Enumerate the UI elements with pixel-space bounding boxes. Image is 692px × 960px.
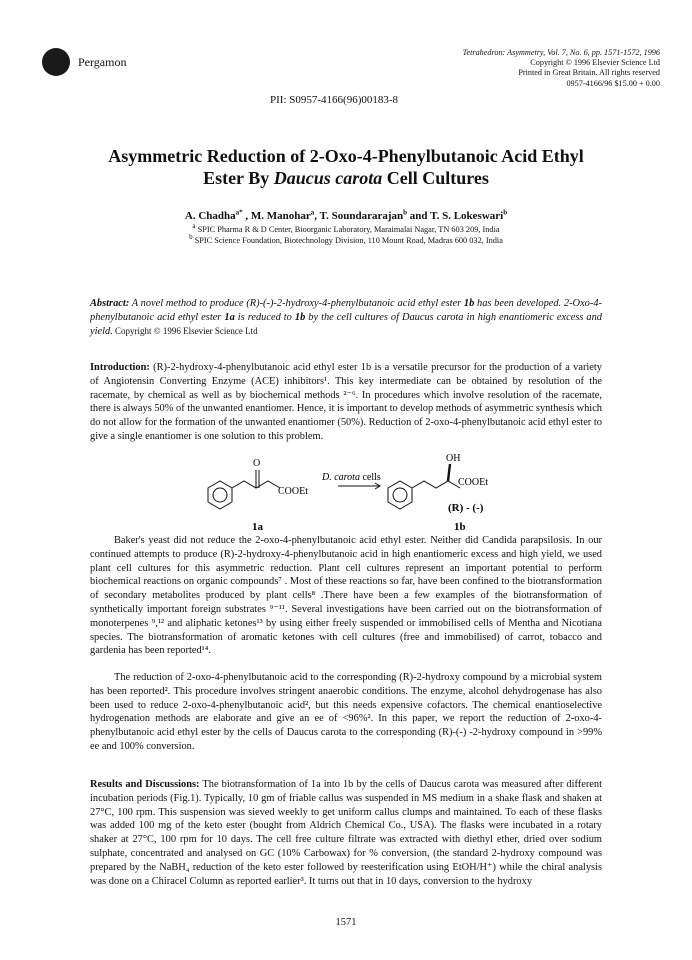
- affiliation-a: $^a$ SPIC Pharma R & D Center, Bioorganic Laboratory, Maraimalai Nagar, TN 603 209, India: [192, 222, 500, 234]
- abstract-text: A novel method to produce (R)-(-)-2-hydroxy-4-phenylbutanoic acid ethyl ester: [129, 298, 464, 309]
- intro-text: (R)-2-hydroxy-4-phenylbutanoic acid ethyl ester 1b is a versatile precursor for the production of a variety of Angiotensin Converting Enzyme (ACE) inhibitors¹. This key intermediate can be obtained by resolution of the racemate, by chemical as well as by biochemical methods ²⁻⁶. In procedures which involve resolution of the racemate, there is always 50% of the unwanted enantiomer. Hence, it is important to develop methods of asymmetric synthesis which do not allow for the formation of the unwanted enantiomer (50%). Reduction of 2-oxo-4-phenylbutanoic acid ethyl ester to give a single enantiomer is one solution to this problem.: [90, 362, 602, 442]
- title-species: Daucus carota: [273, 168, 383, 188]
- journal-copyright: Copyright © 1996 Elsevier Science Ltd: [530, 58, 660, 68]
- results-text: The biotransformation of 1a into 1b by the cells of Daucus carota was measured after different incubation periods (Fig.1). Typically, 10 gm of friable callus was suspended in MS medium in a shake flask and shaken at 27°C, 100 rpm. This suspension was sieved weekly to get uniform callus clumps and maintained. To each of these flasks was added 100 mg of the keto ester (bought from Aldrich Chemical Co., USA). The flasks were incubated in a rotary shaker at 27°C, 100 rpm for 10 days. The cell free culture filtrate was extracted with diethyl ether, dried over sodium sulphate, concentrated and analysed on GC (10% Carbowax) for % conversion, (the standard 2-hydroxy compound was prepared by the NaBH₄ reduction of the keto ester followed by reesterification using EtOH/H⁺) while the chiral analysis was done on a Chiracel Column as reported earlier³. It turns out that in 10 days, conversion to the hydroxy: [90, 779, 602, 887]
- author-sup: a*: [235, 208, 243, 217]
- title-part: Ester By: [203, 168, 274, 188]
- results-label: Results and Discussions:: [90, 779, 200, 790]
- paragraph-3: The reduction of 2-oxo-4-phenylbutanoic acid to the corresponding (R)-2-hydroxy compound by a microbial system has been reported². This procedure involves stringent anaerobic conditions. The enzyme, alcohol dehydrogenase has also been used to reduce 2-oxo-4-phenylbutanoic acid², but this needs expensive cofactors. The chemical enantioselective hydrogenation methods are elaborate and give an ee of <96%². In this paper, we report the reduction of 2-oxo-4-phenylbutanoic acid ethyl ester by the cells of Daucus carota to the corresponding (R)-(-) -2-hydroxy compound in >99% ee and 100% conversion.: [90, 672, 602, 752]
- introduction: [90, 361, 602, 444]
- author-sup: b: [403, 208, 408, 217]
- left-ester-label: COOEt: [278, 486, 308, 497]
- paragraph-2: Baker's yeast did not reduce the 2-oxo-4-phenylbutanoic acid ethyl ester. Neither did Candida parapsilosis. In our continued attempts to produce (R)-2-hydroxy-4-phenylbutanoic acid in high enantiomeric excess and high yield, we used plant cell cultures for this asymmetric reduction. Plant cell cultures represent an important potential to perform biochemical reactions on organic compounds⁷ . Most of these reactions so far, have been confined to the biotransformation of secondary metabolites produced by plant cells⁸ .There have been a few examples of the biotransformation of synthetically important foreign substrates ⁹⁻¹¹. Several investigations have been carried out on the biotransformation of monoterpenes ⁹,¹² and aliphatic ketones¹³ by using either freely suspended or immobilised cells of Mentha and Nicotiana species. The biotransformation of aromatic ketones with cell cultures (free and immobilised) of carrot, tobacco and gardenia has been reported¹⁴.: [90, 535, 602, 657]
- compound-1a-label: 1a: [252, 521, 263, 533]
- page-number: 1571: [335, 917, 357, 928]
- hydroxyl-label: OH: [446, 453, 461, 464]
- journal-issn: 0957-4166/96 $15.00 + 0.00: [566, 78, 660, 88]
- title-line-1: Asymmetric Reduction of 2-Oxo-4-Phenylbutanoic Acid Ethyl: [108, 146, 584, 166]
- compound-ref: 1b: [463, 298, 475, 309]
- right-ester-label: COOEt: [458, 477, 488, 488]
- author: A. Chadha: [184, 210, 236, 222]
- author-list: A. Chadha$^{a*}$ , M. Manohar$^a$, T. Soundararajan$^b$ and T. S. Lokeswari$^b$: [184, 208, 508, 222]
- journal-info: [360, 48, 660, 89]
- journal-printed: Printed in Great Britain. All rights reserved: [518, 68, 660, 78]
- compound-ref: 1a: [224, 311, 235, 323]
- compound-ref: 1b: [294, 311, 306, 323]
- configuration-label: (R) - (-): [448, 502, 484, 514]
- abstract-text: is reduced to: [234, 311, 295, 323]
- intro-label: Introduction:: [90, 362, 150, 373]
- results-section: [90, 778, 602, 888]
- abstract-text: has been developed. 2-Oxo-4-phenylbutanoic acid ethyl ester: [90, 298, 602, 323]
- affil-text: SPIC Science Foundation, Biotechnology Division, 110 Mount Road, Madras 600 032, India: [194, 235, 503, 245]
- compound-1a-structure: [208, 470, 280, 509]
- paper-title: [60, 145, 632, 189]
- publisher-logo: [42, 48, 70, 76]
- publisher-name: Pergamon: [78, 55, 127, 69]
- reaction-scheme: [90, 450, 602, 540]
- affil-text: SPIC Pharma R & D Center, Bioorganic Laboratory, Maraimalai Nagar, TN 603 209, India: [197, 225, 500, 234]
- arrow-label: D. carota cells: [322, 472, 381, 483]
- pii: PII: S0957-4166(96)00183-8: [270, 94, 399, 106]
- reaction-arrow: [338, 483, 380, 489]
- abstract: [90, 297, 602, 338]
- author: M. Manohar: [250, 210, 311, 222]
- author-sup: a: [310, 208, 315, 217]
- compound-1b-label: 1b: [454, 521, 466, 533]
- author-sup: b: [503, 208, 508, 217]
- affiliation-b: $^b$ SPIC Science Foundation, Biotechnology Division, 110 Mount Road, Madras 600 032, India: [189, 232, 503, 245]
- abstract-label: Abstract:: [90, 298, 130, 309]
- author: T. S. Lokeswari: [430, 210, 504, 222]
- journal-citation: Tetrahedron: Asymmetry, Vol. 7, No. 6, pp. 1571-1572, 1996: [462, 48, 660, 57]
- affiliations: [60, 222, 632, 246]
- abstract-copyright: Copyright © 1996 Elsevier Science Ltd: [112, 325, 258, 336]
- title-part: Cell Cultures: [382, 168, 489, 188]
- author: T. Soundararajan: [319, 210, 404, 222]
- oxo-label: O: [253, 458, 261, 469]
- title-line-2: [60, 167, 632, 189]
- abstract-text: by the cell cultures of Daucus carota in high enantiomeric excess and yield.: [90, 311, 603, 337]
